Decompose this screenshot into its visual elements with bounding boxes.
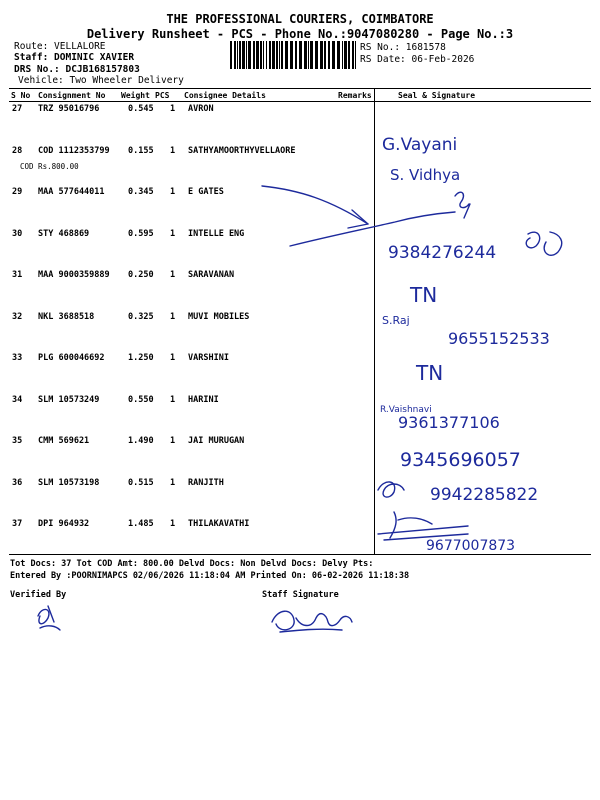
row-27-pcs: 1 [170, 104, 176, 114]
row-28-cod-note: COD Rs.800.00 [20, 162, 79, 171]
row-30-consignment: STY 468869 [38, 229, 90, 239]
hw-mark-r33: TN [416, 361, 444, 385]
col-seal-signature: Seal & Signature [398, 91, 476, 100]
row-32-sno: 32 [12, 312, 23, 322]
entered-by-line: Entered By :POORNIMAPCS 02/06/2026 11:18:04 AM Printed On: 06-02-2026 11:18:38 [10, 571, 410, 581]
hw-name-r28: S. Vidhya [390, 166, 461, 184]
row-36-consignee: RANJITH [188, 478, 224, 488]
verified-by-label: Verified By [10, 590, 67, 600]
row-30-pcs: 1 [170, 229, 176, 239]
row-37-consignment: DPI 964932 [38, 519, 90, 529]
row-35-sno: 35 [12, 436, 23, 446]
drs-number: DRS No.: DCJB168157803 [14, 64, 140, 75]
remarks-divider [374, 88, 375, 554]
rs-date: RS Date: 06-Feb-2026 [360, 54, 475, 65]
hw-phone-r36: 9942285822 [430, 485, 539, 505]
col-sno: S No [11, 91, 31, 100]
table-bottom-rule [9, 554, 591, 555]
staff-signature [272, 611, 352, 632]
row-27-weight: 0.545 [128, 104, 154, 114]
row-32-weight: 0.325 [128, 312, 154, 322]
col-consignee: Consignee Details [184, 91, 266, 100]
hw-name-r34: R.Vaishnavi [380, 405, 432, 415]
row-33-pcs: 1 [170, 353, 176, 363]
row-35-consignee: JAI MURUGAN [188, 436, 245, 446]
row-30-consignee: INTELLE ENG [188, 229, 245, 239]
row-35-weight: 1.490 [128, 436, 154, 446]
signature-mark-30 [526, 232, 561, 255]
table-top-rule [9, 88, 591, 89]
row-28-weight: 0.155 [128, 146, 154, 156]
verified-by-signature [38, 606, 60, 630]
signature-mark-36 [378, 482, 404, 497]
row-29-weight: 0.345 [128, 187, 154, 197]
row-34-consignee: HARINI [188, 395, 219, 405]
signature-mark-29 [455, 192, 470, 218]
row-27-consignment: TRZ 95016796 [38, 104, 100, 114]
hw-phone-r35: 9345696057 [400, 449, 521, 471]
row-36-consignment: SLM 10573198 [38, 478, 100, 488]
company-title: THE PROFESSIONAL COURIERS, COIMBATORE [166, 12, 434, 26]
scribble-line [290, 212, 455, 246]
row-28-pcs: 1 [170, 146, 176, 156]
row-27-sno: 27 [12, 104, 23, 114]
row-29-consignment: MAA 577644011 [38, 187, 105, 197]
hw-phone-r37: 9677007873 [426, 538, 516, 554]
row-31-sno: 31 [12, 270, 23, 280]
row-30-weight: 0.595 [128, 229, 154, 239]
row-29-consignee: E GATES [188, 187, 224, 197]
row-32-pcs: 1 [170, 312, 176, 322]
hw-phone-r34: 9361377106 [398, 413, 500, 432]
delivery-arrow-head [348, 210, 368, 228]
row-33-consignee: VARSHINI [188, 353, 229, 363]
row-34-weight: 0.550 [128, 395, 154, 405]
hw-mark-r31: TN [410, 283, 438, 307]
col-weight: Weight [121, 91, 150, 100]
row-28-sno: 28 [12, 146, 23, 156]
header-bottom-rule [9, 101, 591, 102]
row-34-consignment: SLM 10573249 [38, 395, 100, 405]
row-31-consignee: SARAVANAN [188, 270, 235, 280]
row-37-consignee: THILAKAVATHI [188, 519, 250, 529]
row-36-pcs: 1 [170, 478, 176, 488]
route-label: Route: VELLALORE [14, 41, 106, 52]
col-remarks: Remarks [338, 91, 372, 100]
row-34-sno: 34 [12, 395, 23, 405]
row-36-weight: 0.515 [128, 478, 154, 488]
row-34-pcs: 1 [170, 395, 176, 405]
hw-phone-r32: 9655152533 [448, 329, 550, 348]
row-31-weight: 0.250 [128, 270, 154, 280]
row-36-sno: 36 [12, 478, 23, 488]
staff-signature-label: Staff Signature [262, 590, 339, 600]
vehicle-label: Vehicle: Two Wheeler Delivery [18, 75, 184, 86]
row-32-consignee: MUVI MOBILES [188, 312, 250, 322]
row-29-pcs: 1 [170, 187, 176, 197]
col-consignment: Consignment No [38, 91, 106, 100]
row-37-weight: 1.485 [128, 519, 154, 529]
barcode-image [230, 41, 356, 69]
delivery-arrow [262, 186, 368, 224]
row-33-sno: 33 [12, 353, 23, 363]
row-37-sno: 37 [12, 519, 23, 529]
row-33-consignment: PLG 600046692 [38, 353, 105, 363]
row-28-consignment: COD 1112353799 [38, 146, 110, 156]
col-pcs: PCS [155, 91, 170, 100]
signature-mark-37 [378, 512, 468, 540]
rs-number: RS No.: 1681578 [360, 42, 446, 53]
row-37-pcs: 1 [170, 519, 176, 529]
row-28-consignee: SATHYAMOORTHYVELLAORE [188, 146, 296, 156]
row-31-consignment: MAA 9000359889 [38, 270, 110, 280]
staff-label: Staff: DOMINIC XAVIER [14, 52, 135, 63]
row-32-consignment: NKL 3688518 [38, 312, 95, 322]
hw-phone-r30: 9384276244 [388, 243, 497, 263]
row-27-consignee: AVRON [188, 104, 214, 114]
totals-line: Tot Docs: 37 Tot COD Amt: 800.00 Delvd Docs: Non Delvd Docs: Delvy Pts: [10, 559, 374, 569]
row-35-consignment: CMM 569621 [38, 436, 90, 446]
row-35-pcs: 1 [170, 436, 176, 446]
row-30-sno: 30 [12, 229, 23, 239]
row-31-pcs: 1 [170, 270, 176, 280]
row-29-sno: 29 [12, 187, 23, 197]
runsheet-subtitle: Delivery Runsheet - PCS - Phone No.:9047080280 - Page No.:3 [86, 27, 514, 41]
hw-name-r27: G.Vayani [382, 135, 458, 155]
row-33-weight: 1.250 [128, 353, 154, 363]
hw-name-r32: S.Raj [382, 314, 410, 327]
